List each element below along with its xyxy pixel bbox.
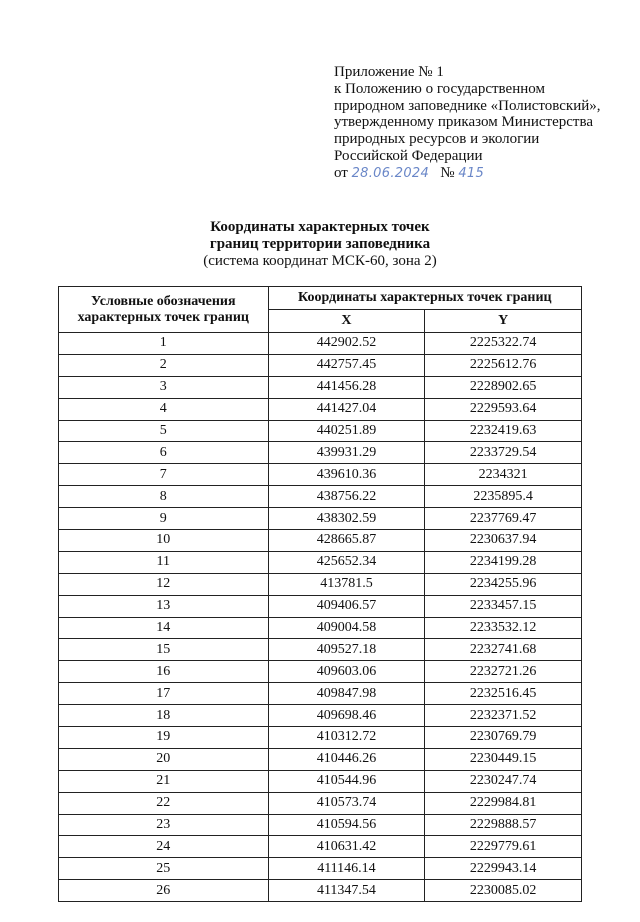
x-value-cell: 410594.56: [268, 814, 425, 836]
table-row: [59, 683, 582, 705]
table-body: [59, 333, 582, 902]
y-value-cell: 2232741.68: [425, 639, 582, 661]
title-line-3: (система координат МСК-60, зона 2): [203, 253, 437, 269]
table-row: [59, 508, 582, 530]
point-number-cell: 12: [59, 573, 269, 595]
appendix-line: к Положению о государственном: [334, 80, 545, 97]
point-designation-header: Условные обозначения характерных точек границ: [59, 287, 269, 333]
x-value-cell: 410573.74: [268, 792, 425, 814]
table-row: [59, 333, 582, 355]
point-number-cell: 17: [59, 683, 269, 705]
y-value-cell: 2233457.15: [425, 595, 582, 617]
point-number-cell: 24: [59, 836, 269, 858]
point-number-cell: 1: [59, 333, 269, 355]
x-value-cell: 439931.29: [268, 442, 425, 464]
point-number-cell: 16: [59, 661, 269, 683]
point-number-cell: 18: [59, 705, 269, 727]
point-number-cell: 4: [59, 398, 269, 420]
point-number-cell: 10: [59, 530, 269, 552]
table-row: [59, 836, 582, 858]
point-number-cell: 6: [59, 442, 269, 464]
y-value-cell: 2229984.81: [425, 792, 582, 814]
x-value-cell: 439610.36: [268, 464, 425, 486]
x-value-cell: 409004.58: [268, 617, 425, 639]
y-value-cell: 2229779.61: [425, 836, 582, 858]
table-row: [59, 595, 582, 617]
y-value-cell: 2229593.64: [425, 398, 582, 420]
y-value-cell: 2229943.14: [425, 858, 582, 880]
point-number-cell: 26: [59, 880, 269, 902]
y-value-cell: 2230247.74: [425, 770, 582, 792]
point-number-cell: 13: [59, 595, 269, 617]
y-value-cell: 2232371.52: [425, 705, 582, 727]
y-value-cell: 2232419.63: [425, 420, 582, 442]
coordinates-table: [58, 286, 582, 902]
table-row: [59, 530, 582, 552]
point-number-cell: 2: [59, 354, 269, 376]
y-value-cell: 2233532.12: [425, 617, 582, 639]
y-value-cell: 2230769.79: [425, 727, 582, 749]
document-title: [0, 219, 640, 270]
x-value-cell: 413781.5: [268, 573, 425, 595]
point-number-cell: 11: [59, 551, 269, 573]
point-number-cell: 21: [59, 770, 269, 792]
point-number-cell: 22: [59, 792, 269, 814]
y-value-cell: 2237769.47: [425, 508, 582, 530]
x-value-cell: 410544.96: [268, 770, 425, 792]
x-value-cell: 409406.57: [268, 595, 425, 617]
point-number-cell: 3: [59, 376, 269, 398]
table-row: [59, 464, 582, 486]
appendix-date-line: [334, 165, 601, 183]
y-value-cell: 2232721.26: [425, 661, 582, 683]
appendix-line: Российской Федерации: [334, 147, 483, 164]
y-value-cell: 2233729.54: [425, 442, 582, 464]
y-value-cell: 2229888.57: [425, 814, 582, 836]
point-number-cell: 7: [59, 464, 269, 486]
handwritten-date: 28.06.2024: [351, 165, 430, 181]
table-row: [59, 727, 582, 749]
point-number-cell: 25: [59, 858, 269, 880]
table-row: [59, 398, 582, 420]
table-row: [59, 420, 582, 442]
y-value-cell: 2234321: [425, 464, 582, 486]
table-row: [59, 551, 582, 573]
x-value-cell: 442902.52: [268, 333, 425, 355]
x-value-cell: 438302.59: [268, 508, 425, 530]
table-row: [59, 376, 582, 398]
table-row: [59, 748, 582, 770]
x-value-cell: 410312.72: [268, 727, 425, 749]
y-value-cell: 2234199.28: [425, 551, 582, 573]
x-value-cell: 409603.06: [268, 661, 425, 683]
x-value-cell: 410446.26: [268, 748, 425, 770]
table-row: [59, 661, 582, 683]
table-row: [59, 354, 582, 376]
appendix-line: природных ресурсов и экологии: [334, 131, 540, 148]
x-value-cell: 428665.87: [268, 530, 425, 552]
x-value-cell: 441456.28: [268, 376, 425, 398]
table-row: [59, 814, 582, 836]
x-value-cell: 441427.04: [268, 398, 425, 420]
point-number-cell: 14: [59, 617, 269, 639]
table-row: [59, 573, 582, 595]
y-value-cell: 2234255.96: [425, 573, 582, 595]
appendix-line: Приложение № 1: [334, 64, 444, 80]
from-label: от: [334, 164, 348, 181]
table-row: [59, 858, 582, 880]
y-value-cell: 2225612.76: [425, 354, 582, 376]
appendix-header: [334, 64, 601, 183]
coordinates-group-header: Координаты характерных точек границ: [268, 287, 581, 310]
x-value-cell: 409847.98: [268, 683, 425, 705]
x-value-cell: 440251.89: [268, 420, 425, 442]
y-value-cell: 2225322.74: [425, 333, 582, 355]
number-label: №: [440, 164, 455, 181]
point-number-cell: 19: [59, 727, 269, 749]
y-value-cell: 2230085.02: [425, 880, 582, 902]
x-value-cell: 409698.46: [268, 705, 425, 727]
title-line-1: Координаты характерных точек: [210, 219, 430, 235]
y-header: Y: [425, 310, 582, 333]
point-number-cell: 23: [59, 814, 269, 836]
table-row: [59, 880, 582, 902]
x-value-cell: 425652.34: [268, 551, 425, 573]
y-value-cell: 2230637.94: [425, 530, 582, 552]
y-value-cell: 2232516.45: [425, 683, 582, 705]
table-row: [59, 705, 582, 727]
point-number-cell: 9: [59, 508, 269, 530]
x-value-cell: 438756.22: [268, 486, 425, 508]
point-number-cell: 20: [59, 748, 269, 770]
table-row: [59, 770, 582, 792]
x-value-cell: 442757.45: [268, 354, 425, 376]
y-value-cell: 2235895.4: [425, 486, 582, 508]
title-line-2: границ территории заповедника: [209, 236, 431, 252]
handwritten-number: 415: [458, 165, 485, 181]
x-value-cell: 411347.54: [268, 880, 425, 902]
table-row: [59, 442, 582, 464]
table-row: [59, 792, 582, 814]
table-row: [59, 617, 582, 639]
y-value-cell: 2228902.65: [425, 376, 582, 398]
point-number-cell: 15: [59, 639, 269, 661]
x-value-cell: 411146.14: [268, 858, 425, 880]
table-row: [59, 486, 582, 508]
point-number-cell: 5: [59, 420, 269, 442]
x-value-cell: 410631.42: [268, 836, 425, 858]
appendix-line: природном заповеднике «Полистовский»,: [334, 97, 601, 114]
x-value-cell: 409527.18: [268, 639, 425, 661]
appendix-line: утвержденному приказом Министерства: [334, 114, 593, 131]
x-header: X: [268, 310, 425, 333]
y-value-cell: 2230449.15: [425, 748, 582, 770]
table-row: [59, 639, 582, 661]
point-number-cell: 8: [59, 486, 269, 508]
